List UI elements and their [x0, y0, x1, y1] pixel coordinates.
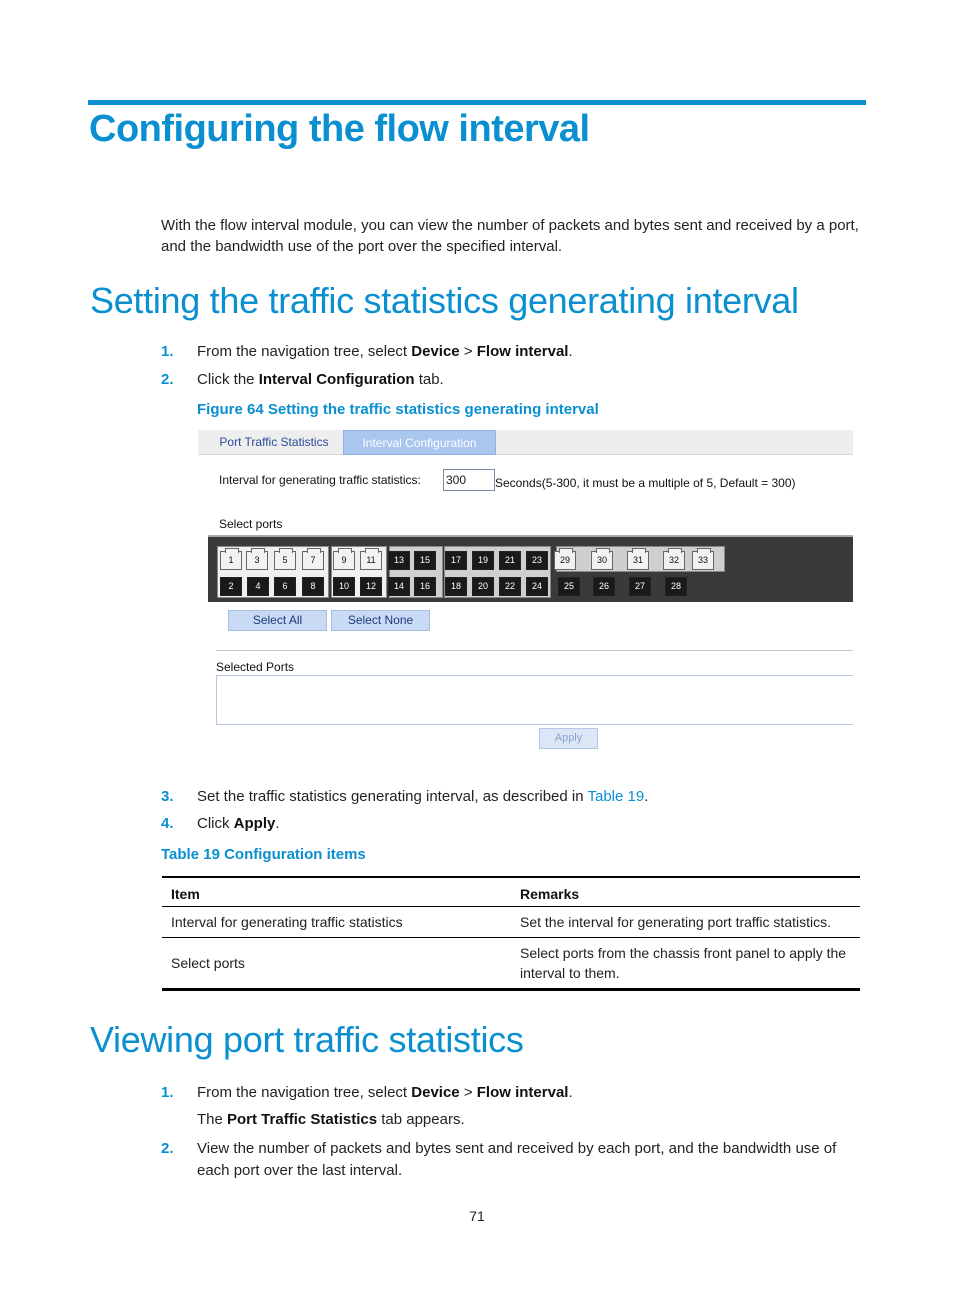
tab-port-traffic-statistics[interactable]: Port Traffic Statistics: [219, 435, 329, 449]
table-header-remarks: Remarks: [511, 877, 860, 907]
divider: [216, 650, 853, 651]
port-9[interactable]: 9: [333, 551, 355, 570]
section-title-viewing: Viewing port traffic statistics: [90, 1019, 524, 1060]
port-4[interactable]: 4: [247, 577, 269, 596]
port-2[interactable]: 2: [220, 577, 242, 596]
port-17[interactable]: 17: [445, 551, 467, 570]
selected-ports-label: Selected Ports: [216, 660, 295, 674]
port-33[interactable]: 33: [692, 551, 714, 570]
port-15[interactable]: 15: [414, 551, 436, 570]
port-20[interactable]: 20: [472, 577, 494, 596]
tab-interval-configuration[interactable]: Interval Configuration: [343, 430, 496, 455]
interval-input[interactable]: 300: [443, 469, 495, 491]
port-10[interactable]: 10: [333, 577, 355, 596]
port-24[interactable]: 24: [526, 577, 548, 596]
port-13[interactable]: 13: [388, 551, 410, 570]
table-caption: Table 19 Configuration items: [161, 846, 366, 863]
figure-caption: Figure 64 Setting the traffic statistics generating interval: [197, 401, 599, 418]
port-14[interactable]: 14: [388, 577, 410, 596]
intro-paragraph: With the flow interval module, you can view the number of packets and bytes sent and received by a port, and the bandwidth use of the port over the specified interval.: [161, 217, 859, 255]
port-12[interactable]: 12: [360, 577, 382, 596]
tab-bar: [198, 430, 853, 455]
port-32[interactable]: 32: [663, 551, 685, 570]
configuration-table: [162, 876, 860, 991]
port-6[interactable]: 6: [274, 577, 296, 596]
port-7[interactable]: 7: [302, 551, 324, 570]
page-number: 71: [469, 1208, 485, 1224]
port-27[interactable]: 27: [629, 577, 651, 596]
view-step-2: 2. View the number of packets and bytes sent and received by each port, and the bandwidth use of each port over the last interval.: [161, 1140, 837, 1179]
select-all-button[interactable]: Select All: [228, 610, 327, 631]
port-19[interactable]: 19: [472, 551, 494, 570]
view-step-1: 1. From the navigation tree, select Device > Flow interval.: [161, 1084, 573, 1101]
port-18[interactable]: 18: [445, 577, 467, 596]
port-22[interactable]: 22: [499, 577, 521, 596]
port-25[interactable]: 25: [558, 577, 580, 596]
step-4: 4. Click Apply.: [161, 815, 280, 832]
table-row: Interval for generating traffic statistics Set the interval for generating port traffic statistics.: [162, 907, 860, 938]
port-5[interactable]: 5: [274, 551, 296, 570]
step-3: 3. Set the traffic statistics generating interval, as described in Table 19.: [161, 788, 649, 805]
port-8[interactable]: 8: [302, 577, 324, 596]
port-30[interactable]: 30: [591, 551, 613, 570]
port-31[interactable]: 31: [627, 551, 649, 570]
chassis-front-panel: [208, 535, 853, 602]
step-2: 2. Click the Interval Configuration tab.: [161, 371, 444, 388]
step-1: 1. From the navigation tree, select Device > Flow interval.: [161, 343, 573, 360]
table-row: Select ports Select ports from the chassis front panel to apply the interval to them.: [162, 938, 860, 990]
select-ports-label: Select ports: [219, 517, 283, 531]
section-title-interval: Setting the traffic statistics generating interval: [90, 280, 799, 321]
interval-label: Interval for generating traffic statistics:: [219, 473, 421, 487]
port-23[interactable]: 23: [526, 551, 548, 570]
port-11[interactable]: 11: [360, 551, 382, 570]
selected-ports-box: [216, 675, 853, 725]
select-none-button[interactable]: Select None: [331, 610, 430, 631]
table-header-item: Item: [162, 877, 511, 907]
port-26[interactable]: 26: [593, 577, 615, 596]
view-step-1-note: The Port Traffic Statistics tab appears.: [197, 1111, 465, 1128]
port-21[interactable]: 21: [499, 551, 521, 570]
chapter-rule: [88, 100, 866, 105]
apply-button[interactable]: Apply: [539, 728, 598, 749]
table-19-link[interactable]: Table 19: [587, 788, 645, 805]
interval-hint: Seconds(5-300, it must be a multiple of 5, Default = 300): [495, 476, 796, 490]
port-28[interactable]: 28: [665, 577, 687, 596]
port-16[interactable]: 16: [414, 577, 436, 596]
port-3[interactable]: 3: [246, 551, 268, 570]
chapter-title: Configuring the flow interval: [89, 108, 590, 150]
port-1[interactable]: 1: [220, 551, 242, 570]
port-29[interactable]: 29: [554, 551, 576, 570]
